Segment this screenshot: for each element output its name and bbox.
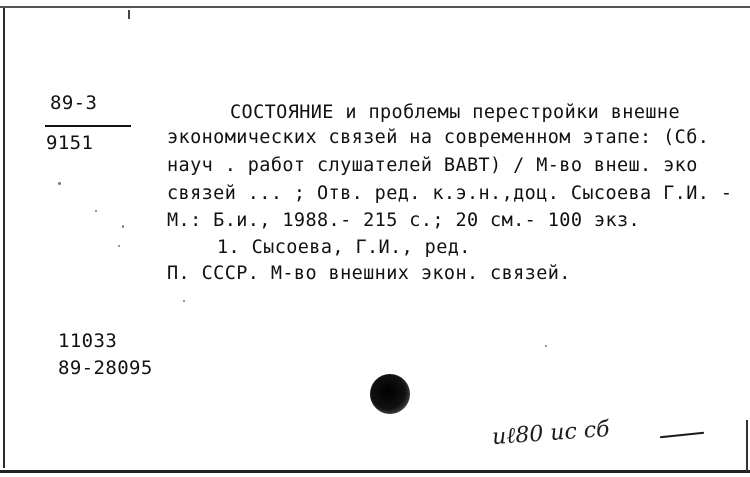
scan-speck xyxy=(183,300,185,302)
entry-tracing-2: П. СССР. М-во внешних экон. связей. xyxy=(167,263,571,284)
card-bottom-edge xyxy=(0,470,750,473)
card-left-edge xyxy=(3,8,5,468)
entry-line-2: экономических связей на современном этапе: (Сб. xyxy=(167,127,710,148)
scan-speck xyxy=(95,210,97,212)
entry-imprint-line: М.: Б.и., 1988.- 215 с.; 20 см.- 100 экз. xyxy=(167,210,641,231)
scan-speck xyxy=(118,245,120,247)
accession-number-1: 11033 xyxy=(58,330,118,352)
call-number-divider xyxy=(45,125,131,127)
scan-speck xyxy=(58,182,61,185)
entry-line-4: связей ... ; Отв. ред. к.э.н.,доц. Сысоева Г.И. - xyxy=(167,183,733,204)
punch-hole xyxy=(370,374,410,414)
entry-title-line: СОСТОЯНИЕ и проблемы перестройки внешне xyxy=(230,102,680,123)
card-top-edge xyxy=(0,6,750,8)
handwritten-note: иℓ80 ис сб xyxy=(491,416,611,451)
scan-speck xyxy=(122,225,124,228)
call-number-top: 89-3 xyxy=(50,92,98,114)
entry-line-3: науч . работ слушателей ВАВТ) / М-во внеш. эко xyxy=(167,155,698,176)
scan-speck xyxy=(545,345,547,347)
scan-mark xyxy=(128,10,130,19)
handwritten-underline xyxy=(660,432,704,439)
accession-number-2: 89-28095 xyxy=(58,357,153,379)
card-right-edge xyxy=(746,420,748,472)
call-number-bottom: 9151 xyxy=(46,132,94,154)
entry-tracing-1: 1. Сысоева, Г.И., ред. xyxy=(217,237,471,258)
